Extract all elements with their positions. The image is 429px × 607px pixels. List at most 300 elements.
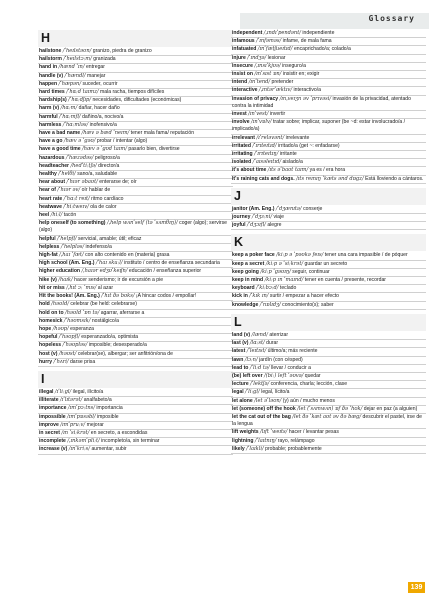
- entry-translation: tratar sobre; implicar, suponer (be ~d: estar involucrado/a / implicado/a): [232, 119, 406, 133]
- entry-pronunciation: /ˈhɑːmləs/: [62, 121, 89, 128]
- entry-pronunciation: /ˈliːɡl/: [245, 389, 260, 396]
- glossary-entry: [231, 429, 426, 437]
- entry-word: have a go: [39, 138, 63, 145]
- entry-word: lawn: [232, 356, 244, 363]
- entry-word: hike (v): [39, 276, 57, 283]
- entry-word: harm (v): [39, 105, 60, 112]
- entry-translation: encaprichado/a; colado/a: [293, 46, 351, 53]
- entry-translation: probar / intentar (algo): [96, 138, 148, 145]
- entry-translation: inofensivo/a: [89, 121, 117, 128]
- glossary-entry: [38, 342, 233, 350]
- glossary-entry: [38, 105, 233, 113]
- entry-word: hazardous: [39, 154, 65, 161]
- entry-translation: granizo, piedra de granizo: [92, 48, 152, 54]
- entry-translation: celebrar(se), albergar; ser anfitrión/ona de: [77, 350, 173, 357]
- glossary-entry: [231, 438, 426, 446]
- entry-word: host (v): [39, 350, 58, 357]
- glossary-entry: [231, 373, 426, 381]
- entry-translation: ilegal, ilícito/a: [72, 388, 104, 395]
- entry-pronunciation: /ˈhaɪ skuːl/: [95, 260, 123, 267]
- entry-word: joyful: [232, 222, 246, 229]
- entry-pronunciation: /ɪnˈkriːs/: [68, 446, 91, 453]
- entry-translation: durar: [266, 340, 279, 347]
- glossary-entry: [231, 119, 426, 134]
- entry-word: keep a secret: [232, 260, 265, 267]
- section-letter: H: [38, 30, 233, 47]
- entry-word: journey: [232, 214, 251, 221]
- entry-pronunciation: /həʊp/: [52, 325, 69, 332]
- entry-translation: peligroso/a: [94, 154, 120, 161]
- entry-translation: agarrar, aferrarse a: [100, 309, 145, 316]
- glossary-entry: [38, 236, 233, 244]
- entry-pronunciation: /ˈlaɪtnɪŋ/: [254, 437, 277, 444]
- entry-translation: invasión de la privacidad, atentado contra la intimidad: [232, 95, 411, 109]
- entry-translation: infame, de mala fama: [282, 38, 332, 45]
- entry-translation: manejar: [87, 72, 106, 79]
- entry-pronunciation: /həʊst/: [58, 350, 77, 357]
- entry-pronunciation: /ˈliːd tə/: [249, 364, 270, 371]
- entry-word: janitor (Am. Eng.): [232, 205, 275, 212]
- entry-word: Hit the books! (Am. Eng.): [39, 293, 100, 300]
- entry-word: hold: [39, 301, 50, 308]
- entry-pronunciation: /ˈhæpən/: [58, 80, 82, 87]
- entry-translation: educación / enseñanza superior: [128, 268, 202, 275]
- entry-pronunciation: /hiːl/: [50, 212, 63, 219]
- entry-pronunciation: /(biː) left ˈəʊvə/: [264, 372, 304, 379]
- entry-pronunciation: /hɑːm/: [60, 105, 78, 112]
- entry-translation: inseguro/a: [282, 62, 306, 69]
- entry-word: high-fat: [39, 252, 58, 259]
- entry-pronunciation: /ˈhəʊpfl/: [58, 334, 80, 341]
- glossary-entry: [38, 220, 233, 235]
- entry-word: irritated: [232, 142, 251, 149]
- entry-word: hear of: [39, 187, 56, 194]
- entry-pronunciation: /ɪˈliːɡl/: [54, 388, 72, 395]
- entry-translation: oír hablar de: [81, 187, 111, 194]
- entry-pronunciation: /kiːp ˈɡəʊɪŋ/: [260, 268, 291, 275]
- entry-translation: entregar: [85, 64, 105, 71]
- entry-pronunciation: /ˈheɪlstɔːm/: [63, 56, 92, 63]
- entry-translation: sano/a, saludable: [77, 171, 118, 178]
- glossary-entry: [231, 63, 426, 71]
- entry-word: headteacher: [39, 162, 70, 169]
- entry-translation: ritmo cardíaco: [91, 195, 124, 202]
- entry-pronunciation: /ˈɪndʒə/: [247, 54, 267, 61]
- entry-translation: importancia: [96, 405, 123, 412]
- entry-word: harmless: [39, 121, 62, 128]
- glossary-entry: [38, 204, 233, 212]
- glossary-entry: [38, 430, 233, 438]
- entry-word: higher education: [39, 268, 81, 275]
- entry-pronunciation: /ˈdʒɔɪfl/: [247, 222, 266, 229]
- entry-translation: último/a; más reciente: [267, 348, 318, 355]
- glossary-entry: [231, 261, 426, 269]
- entry-translation: al azar: [97, 284, 114, 291]
- entry-word: intend: [232, 79, 248, 86]
- glossary-entry: [231, 46, 426, 54]
- section-letter: I: [38, 371, 233, 388]
- glossary-entry: [231, 332, 426, 340]
- entry-word: heart rate: [39, 195, 63, 202]
- entry-pronunciation: /ɪnˌveɪʒn əv ˈprɪvəsi/: [279, 95, 332, 102]
- page-header-title: Glossary: [368, 14, 415, 23]
- glossary-entry: [38, 351, 233, 359]
- entry-word: heatwave: [39, 203, 62, 210]
- entry-translation: tener en cuenta / presente, recordar: [304, 277, 387, 284]
- entry-translation: descubrir el pastel, irse de la lengua: [232, 413, 422, 428]
- entry-word: hope: [39, 325, 52, 332]
- entry-pronunciation: /ˈhəʊmsɪk/: [63, 317, 91, 324]
- entry-translation: legal, lícito/a: [261, 389, 290, 396]
- entry-word: illiterate: [39, 397, 59, 404]
- glossary-entry: [38, 163, 233, 171]
- entry-translation: celebrar (be held: celebrarse): [70, 301, 137, 308]
- glossary-entry: [38, 155, 233, 163]
- section-letter: L: [231, 314, 426, 331]
- entry-pronunciation: /ɪnˈsɪst ɒn/: [254, 71, 282, 78]
- entry-word: high school (Am. Eng.): [39, 260, 95, 267]
- entry-translation: probable; probablemente: [265, 445, 322, 452]
- glossary-entry: [38, 285, 233, 293]
- entry-word: harmful: [39, 113, 58, 120]
- glossary-entry: [38, 326, 233, 334]
- glossary-entry: [38, 64, 233, 72]
- glossary-entry: [231, 302, 426, 310]
- entry-translation: mala racha, tiempos difíciles: [100, 89, 165, 96]
- glossary-entry: [38, 146, 233, 154]
- entry-translation: tener una cara impasible / de póquer: [324, 252, 408, 259]
- entry-pronunciation: /ˌhelp wʌnˈself (tə ˈsʌmθɪŋ)/: [106, 220, 178, 227]
- entry-translation: esperanza: [70, 325, 94, 332]
- glossary-entry: [38, 446, 233, 454]
- entry-translation: indefenso/a: [85, 243, 112, 250]
- entry-word: hold on to: [39, 309, 64, 316]
- section-letter: K: [231, 234, 426, 251]
- entry-translation: teclado: [279, 285, 297, 292]
- entry-pronunciation: /ˈhɑːdʃɪp/: [68, 97, 92, 104]
- entry-translation: analfabeto/a: [83, 397, 112, 404]
- glossary-entry: [38, 405, 233, 413]
- entry-word: importance: [39, 405, 67, 412]
- header-band: [240, 13, 429, 29]
- entry-translation: seguir, continuar: [292, 268, 330, 275]
- entry-word: lead to: [232, 364, 249, 371]
- glossary-entry: [38, 277, 233, 285]
- entry-translation: dañino/a, nocivo/a: [82, 113, 124, 120]
- entry-pronunciation: /ɪnˈvest/: [248, 111, 269, 118]
- entry-pronunciation: /let əˈləʊn/: [254, 397, 282, 404]
- entry-word: infamous: [232, 38, 255, 45]
- entry-word: hand in: [39, 64, 58, 71]
- entry-word: latest: [232, 348, 246, 355]
- entry-translation: surtir / empezar a hacer efecto: [269, 293, 339, 300]
- entry-translation: darse prisa: [69, 358, 96, 365]
- entry-word: homesick: [39, 317, 63, 324]
- entry-pronunciation: /ɪts əˈbaʊt taɪm/: [267, 167, 309, 174]
- page-number: 139: [408, 582, 425, 593]
- entry-word: irrelevant: [232, 134, 255, 141]
- entry-translation: suceder, ocurrir: [82, 80, 118, 87]
- entry-word: hailstorm: [39, 56, 62, 63]
- letter-section: [231, 188, 426, 231]
- glossary-entry: [231, 389, 426, 397]
- glossary-entry: [231, 143, 426, 151]
- glossary-entry: [231, 71, 426, 79]
- entry-pronunciation: /ˌɪntərˈæktɪv/: [258, 87, 293, 94]
- entry-pronunciation: /hæv ə bæd ˈneɪm/: [81, 130, 130, 137]
- glossary-entry: [38, 268, 233, 276]
- entry-translation: hacer / levantar pesas: [288, 429, 339, 436]
- glossary-entry: [231, 293, 426, 301]
- entry-translation: Está lloviendo a cántaros.: [365, 175, 424, 182]
- entry-word: handle (v): [39, 72, 64, 79]
- entry-word: independent: [232, 30, 263, 36]
- entry-pronunciation: /ˈnɒlɪdʒ/: [259, 301, 281, 308]
- entry-pronunciation: /ˈɪrɪteɪtɪŋ/: [254, 151, 279, 158]
- entry-word: injure: [232, 54, 246, 61]
- entry-word: healthy: [39, 171, 57, 178]
- entry-word: let (someone) off the hook: [232, 405, 296, 412]
- entry-word: involve: [232, 119, 250, 126]
- entry-word: legal: [232, 389, 244, 396]
- entry-pronunciation: /ɪmˈpɔːtns/: [67, 405, 95, 412]
- entry-pronunciation: /ˈaɪsəleɪtɪd/: [252, 159, 282, 166]
- glossary-entry: [231, 87, 426, 95]
- entry-translation: imposible: [97, 413, 119, 420]
- entry-word: invasion of privacy: [232, 95, 279, 102]
- entry-translation: viaje: [273, 214, 284, 221]
- entry-translation: nostálgico/a: [91, 317, 120, 324]
- entry-pronunciation: /ˈhʌri/: [53, 358, 69, 365]
- entry-pronunciation: /ˌhɪt ɔː ˈmɪs/: [66, 284, 97, 291]
- entry-word: in secret: [39, 429, 60, 436]
- entry-pronunciation: /ˌhaɪ ˈfæt/: [59, 252, 84, 259]
- entry-translation: en secreto, a escondidas: [90, 429, 148, 436]
- entry-pronunciation: /ˈhelθi/: [58, 171, 76, 178]
- letter-section: [231, 314, 426, 454]
- entry-pronunciation: /ˈdʒɜːni/: [251, 214, 273, 221]
- glossary-entry: [38, 318, 233, 326]
- entry-word: increase (v): [39, 446, 68, 453]
- glossary-entry: [231, 398, 426, 406]
- entry-translation: guardar un secreto: [304, 260, 348, 267]
- entry-pronunciation: /ˈhelpləs/: [60, 243, 85, 250]
- entry-translation: aterrizar: [269, 331, 289, 338]
- entry-word: illegal: [39, 388, 54, 395]
- section-letter: J: [231, 188, 426, 205]
- entry-pronunciation: /haɪk/: [58, 276, 73, 283]
- entry-pronunciation: /həʊld/: [51, 301, 69, 308]
- entry-pronunciation: /ɪˈlɪtərət/: [59, 397, 83, 404]
- entry-pronunciation: /ˈhɑːd taɪmz/: [66, 89, 99, 96]
- entry-word: let alone: [232, 397, 253, 404]
- entry-pronunciation: /ɪˈreləvənt/: [256, 134, 285, 141]
- entry-word: knowledge: [232, 301, 259, 308]
- entry-pronunciation: /let ðə ˈkæt aʊt əv ðə bæɡ/: [292, 413, 362, 420]
- entry-pronunciation: /ɪn ˈsiːkrət/: [61, 429, 90, 436]
- entry-word: hear about: [39, 179, 66, 186]
- entry-translation: servicial, amable; útil; eficaz: [78, 235, 142, 242]
- entry-pronunciation: /həʊld ˈɒn tə/: [65, 309, 100, 316]
- glossary-entry: [38, 359, 233, 367]
- entry-word: (be) left over: [232, 372, 263, 379]
- entry-word: hardship(s): [39, 97, 67, 104]
- entry-pronunciation: /ˈlaɪkli/: [246, 445, 264, 452]
- entry-word: likely: [232, 445, 245, 452]
- glossary-entry: [231, 406, 426, 414]
- glossary-column-right: [231, 30, 426, 454]
- entry-translation: conserje: [303, 205, 323, 212]
- entry-translation: lesionar: [267, 54, 286, 61]
- glossary-entry: [231, 365, 426, 373]
- entry-translation: irrelevante: [285, 134, 310, 141]
- glossary-entry: [38, 122, 233, 130]
- entry-word: keyboard: [232, 285, 255, 292]
- entry-word: irritating: [232, 151, 253, 158]
- entry-pronunciation: /ɪmˈpruːv/: [60, 421, 86, 428]
- glossary-entry: [231, 414, 426, 429]
- letter-section: [231, 234, 426, 309]
- glossary-entry: [38, 187, 233, 195]
- entry-word: insist on: [232, 71, 253, 78]
- entry-translation: hacer senderismo; ir de excursión a pie: [74, 276, 164, 283]
- entry-translation: quedar: [304, 372, 321, 379]
- entry-word: lift weights: [232, 429, 259, 436]
- entry-translation: irritante: [279, 151, 297, 158]
- entry-word: helpless: [39, 243, 60, 250]
- glossary-entry: [38, 196, 233, 204]
- entry-word: help oneself (to something): [39, 220, 106, 227]
- entry-word: have a good time: [39, 146, 81, 153]
- entry-translation: interactivo/a: [293, 87, 321, 94]
- entry-word: hopeful: [39, 334, 58, 341]
- glossary-entry: [231, 111, 426, 119]
- entry-word: insecure: [232, 62, 253, 69]
- glossary-entry: [231, 55, 426, 63]
- entry-word: keep in mind: [232, 277, 264, 284]
- entry-pronunciation: /lɑːst/: [249, 340, 265, 347]
- entry-pronunciation: /ˌɪnsɪˈkjʊə/: [254, 62, 281, 69]
- entry-translation: dañar, hacer daño: [78, 105, 120, 112]
- entry-translation: imposible; desesperado/a: [88, 342, 147, 349]
- glossary-entry: [231, 348, 426, 356]
- glossary-entry: [231, 222, 426, 230]
- entry-word: It's raining cats and dogs.: [232, 175, 295, 182]
- entry-word: hurry: [39, 358, 53, 365]
- glossary-entry: [38, 48, 233, 56]
- entry-translation: jardín (con césped): [259, 356, 303, 363]
- entry-translation: conferencia, charla; lección, clase: [270, 381, 348, 388]
- entry-translation: irritado/a (get ~: enfadarse): [278, 142, 340, 149]
- entry-pronunciation: /lɪft ˈweɪts/: [260, 429, 288, 436]
- entry-translation: conocimiento(s); saber: [282, 301, 334, 308]
- glossary-entry: [38, 114, 233, 122]
- entry-translation: incompleto/a, sin terminar: [101, 438, 160, 445]
- entry-translation: granizada: [93, 56, 116, 63]
- entry-pronunciation: /ˈhɑːt reɪt/: [63, 195, 90, 202]
- entry-translation: (y) aún / mucho menos: [282, 397, 335, 404]
- entry-pronunciation: /ˈhɑːmfl/: [59, 113, 81, 120]
- entry-pronunciation: /ɪmˈpɒsəbl/: [67, 413, 96, 420]
- glossary-entry: [38, 293, 233, 301]
- entry-pronunciation: /hæv ə ˈɡəʊ/: [63, 138, 96, 145]
- entry-pronunciation: /ˈhiːtweɪv/: [63, 203, 89, 210]
- entry-word: keep a poker face: [232, 252, 275, 259]
- entry-pronunciation: /ˈkɪk ɪn/: [249, 293, 269, 300]
- entry-word: keep going: [232, 268, 259, 275]
- glossary-entry: [38, 414, 233, 422]
- glossary-entry: [231, 206, 426, 214]
- entry-translation: enterarse de; oír: [99, 179, 137, 186]
- entry-word: have a bad name: [39, 130, 81, 137]
- entry-pronunciation: /ˈɪnfəməs/: [256, 38, 282, 45]
- entry-translation: invertir: [269, 111, 286, 118]
- entry-pronunciation: /ˈɪrɪteɪtɪd/: [252, 142, 277, 149]
- entry-pronunciation: /ˈhɪər əbaʊt/: [66, 179, 98, 186]
- entry-word: impossible: [39, 413, 66, 420]
- glossary-entry: [231, 96, 426, 111]
- entry-pronunciation: /kiːp ə ˈsiːkrət/: [265, 260, 304, 267]
- entry-translation: independiente: [302, 30, 335, 36]
- letter-section: [38, 371, 233, 455]
- entry-translation: mejorar: [86, 421, 104, 428]
- entry-word: helpful: [39, 235, 56, 242]
- entry-translation: llevar / conducir a: [271, 364, 311, 371]
- entry-translation: tener mala fama/ reputación: [130, 130, 195, 137]
- entry-pronunciation: /hænd ˈɪn/: [58, 64, 85, 71]
- entry-translation: con alto contenido en (materia) grasa: [85, 252, 170, 259]
- entry-word: incomplete: [39, 438, 66, 445]
- entry-word: lightning: [232, 437, 254, 444]
- letter-section: [38, 30, 233, 367]
- entry-pronunciation: /ɪnˈfætʃueɪtɪd/: [257, 46, 293, 53]
- entry-pronunciation: /lænd/: [251, 331, 268, 338]
- entry-word: it's about time: [232, 167, 267, 174]
- entry-translation: coger (algo); servirse (algo): [39, 220, 227, 234]
- entry-pronunciation: /ˌhaɪər edʒʊˈkeɪʃn/: [81, 268, 128, 275]
- entry-word: kick in: [232, 293, 248, 300]
- entry-translation: tacón: [63, 212, 77, 219]
- glossary-entry: [38, 81, 233, 89]
- entry-pronunciation: /ˈkiːbɔːd/: [256, 285, 279, 292]
- entry-pronunciation: /ˌɪndɪˈpendənt/: [263, 30, 301, 36]
- glossary-entry: [231, 30, 426, 38]
- entry-pronunciation: /ɪnˈvɒlv/: [250, 119, 272, 126]
- glossary-entry: [231, 167, 426, 175]
- entry-translation: pasarlo bien, divertirse: [128, 146, 180, 153]
- glossary-entry: [38, 310, 233, 318]
- entry-pronunciation: /ˈheɪlstəʊn/: [62, 48, 92, 54]
- entry-pronunciation: /lɔːn/: [244, 356, 258, 363]
- glossary-entry: [38, 422, 233, 430]
- glossary-entry: [231, 176, 426, 184]
- entry-pronunciation: /let (ˈsʌmwʌn) ɒf ðə ˈhʊk/: [297, 405, 363, 412]
- entry-word: land (v): [232, 331, 251, 338]
- entry-pronunciation: /hedˈtiːtʃə/: [70, 162, 97, 169]
- entry-translation: pretender: [271, 79, 294, 86]
- entry-pronunciation: /ˈlektʃə/: [250, 381, 270, 388]
- glossary-entry: [38, 89, 233, 97]
- entry-translation: necesidades, dificultades (económicas): [92, 97, 182, 104]
- entry-pronunciation: /kiːp ɪn ˈmaɪnd/: [264, 277, 304, 284]
- entry-pronunciation: /hæv ə ˈɡʊd taɪm/: [82, 146, 127, 153]
- entry-pronunciation: /ˈdʒænɪtə/: [275, 205, 302, 212]
- entry-pronunciation: /ɪnˈtend/: [248, 79, 271, 86]
- entry-translation: aumentar, subir: [91, 446, 127, 453]
- entry-pronunciation: /ˈhændl/: [64, 72, 86, 79]
- glossary-entry: [38, 97, 233, 105]
- entry-word: hard times: [39, 89, 65, 96]
